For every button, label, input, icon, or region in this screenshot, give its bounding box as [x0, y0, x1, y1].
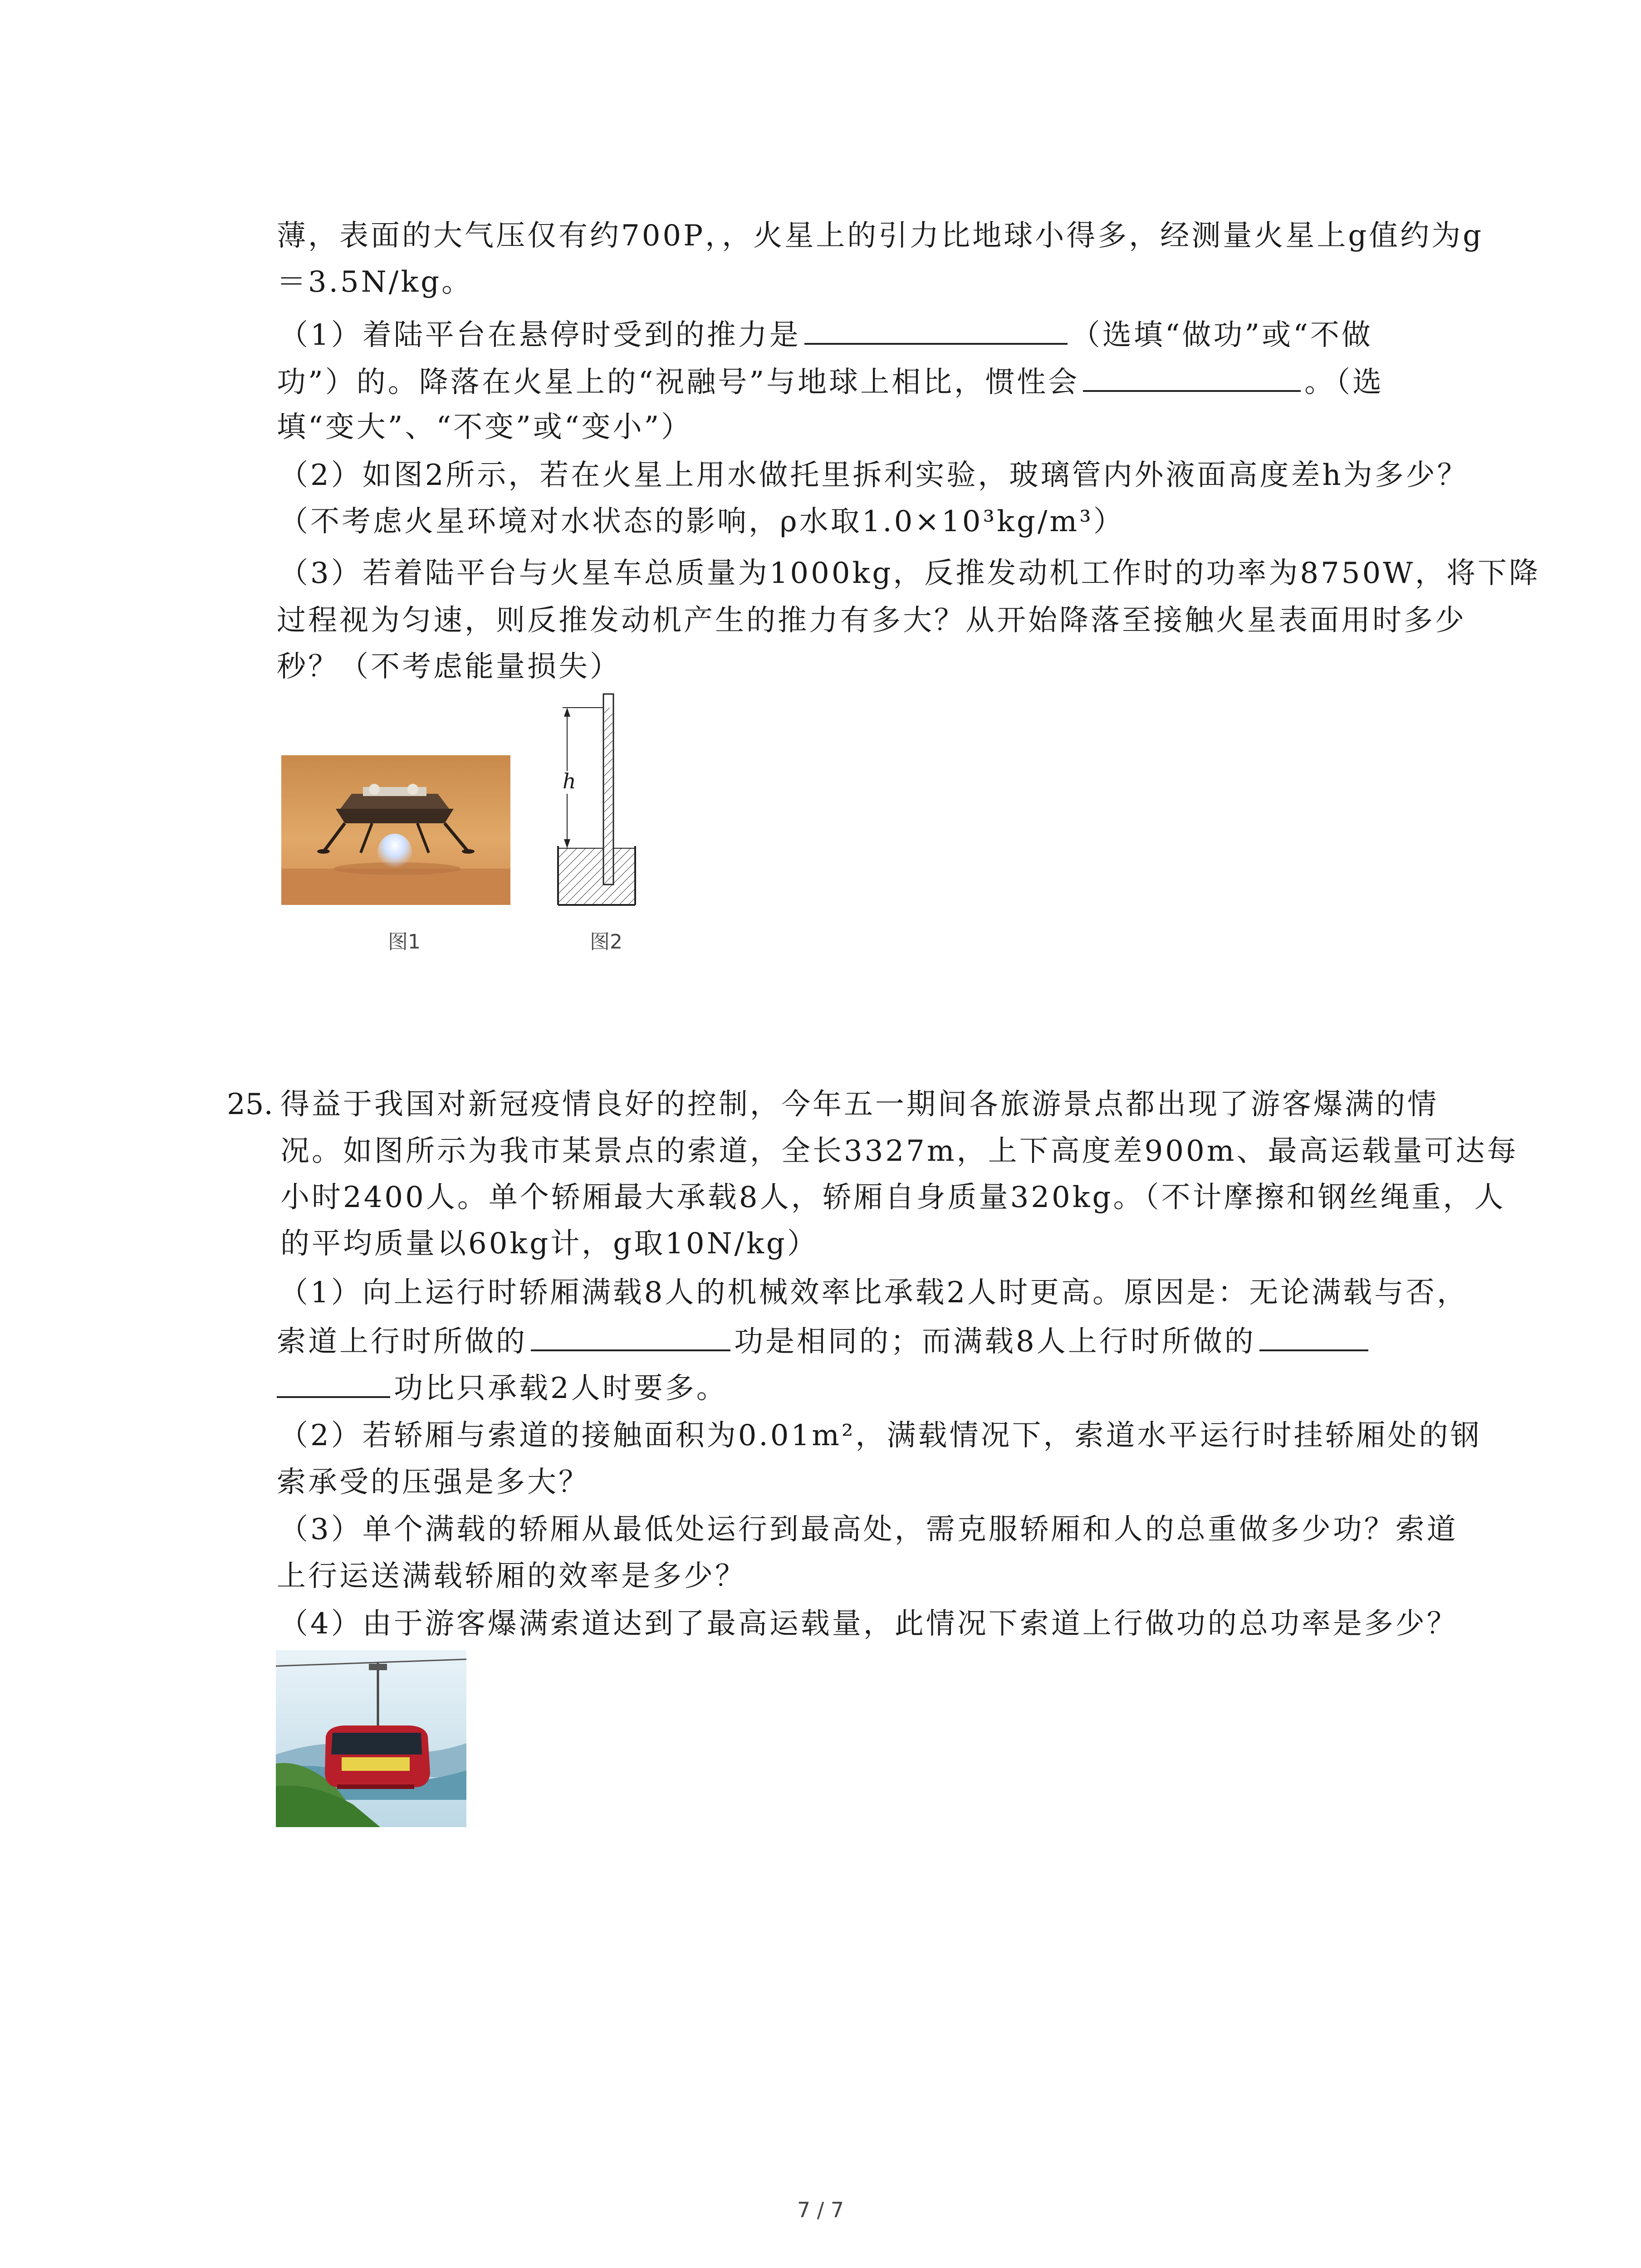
- answer-blank-3[interactable]: [531, 1318, 730, 1351]
- q25-part1-text-a: 索道上行时所做的: [277, 1325, 527, 1359]
- figure2-torricelli-diagram: [544, 692, 649, 907]
- q25-stem-line3: 小时2400人。单个轿厢最大承载8人，轿厢自身质量320kg。（不计摩擦和钢丝绳重，人: [280, 1181, 1506, 1214]
- q25-stem-line2: 况。如图所示为我市某景点的索道，全长3327m，上下高度差900m、最高运载量可达每: [280, 1134, 1519, 1168]
- q24-part3-line3: 秒？（不考虑能量损失）: [277, 650, 621, 684]
- figure1-mars-lander-image: [281, 755, 510, 905]
- figure1-caption: 图1: [388, 930, 421, 953]
- q25-part3-line1: （3）单个满载的轿厢从最低处运行到最高处，需克服轿厢和人的总重做多少功？索道: [279, 1513, 1458, 1546]
- q24-part1-line3: 填“变大”、“不变”或“变小”）: [277, 411, 693, 444]
- q24-part1-text-c: 功”）的。降落在火星上的“祝融号”与地球上相比，惯性会: [277, 366, 1080, 399]
- q24-part1-text-d: 。（选: [1304, 366, 1384, 399]
- page-number: 7 / 7: [797, 2198, 844, 2222]
- q24-part2-line1: （2）如图2所示，若在火星上用水做托里拆利实验，玻璃管内外液面高度差h为多少？: [279, 459, 1469, 492]
- q24-part1-line2: [277, 358, 1384, 405]
- figure2-h-label: h: [563, 769, 576, 793]
- q25-part3-line2: 上行运送满载轿厢的效率是多少？: [277, 1559, 746, 1593]
- q24-part1-line1: [279, 311, 1373, 358]
- q25-part2-line1: （2）若轿厢与索道的接触面积为0.01m²，满载情况下，索道水平运行时挂轿厢处的钢: [279, 1419, 1482, 1452]
- q25-part1-line1: （1）向上运行时轿厢满载8人的机械效率比承载2人时更高。原因是：无论满载与否，: [279, 1276, 1469, 1310]
- q25-stem-line1: 得益于我国对新冠疫情良好的控制，今年五一期间各旅游景点都出现了游客爆满的情: [280, 1088, 1439, 1121]
- answer-blank-1[interactable]: [804, 311, 1068, 345]
- q24-part3-line2: 过程视为匀速，则反推发动机产生的推力有多大？从开始降落至接触火星表面用时多少: [277, 604, 1466, 637]
- q24-part3-line1: （3）若着陆平台与火星车总质量为1000kg，反推发动机工作时的功率为8750W，将下降: [279, 557, 1540, 590]
- q24-intro-line2: ＝3.5N/kg。: [277, 265, 473, 299]
- answer-blank-4[interactable]: [1259, 1318, 1368, 1351]
- answer-blank-2[interactable]: [1083, 358, 1301, 392]
- q25-stem-line4: 的平均质量以60kg计，g取10N/kg）: [280, 1227, 818, 1261]
- q25-part1-text-b: 功是相同的；而满载8人上行时所做的: [734, 1325, 1256, 1359]
- q24-part1-text-b: （选填“做功”或“不做: [1071, 318, 1373, 352]
- answer-blank-4-continued[interactable]: [277, 1364, 390, 1398]
- q24-part2-line2: （不考虑火星环境对水状态的影响，ρ水取1.0×10³kg/m³）: [279, 505, 1125, 538]
- q25-number: 25.: [227, 1088, 273, 1121]
- q25-part2-line2: 索承受的压强是多大？: [277, 1466, 590, 1499]
- figure2-caption: 图2: [590, 930, 622, 953]
- q25-part1-line3: [277, 1364, 728, 1411]
- q25-part4-line1: （4）由于游客爆满索道达到了最高运载量，此情况下索道上行做功的总功率是多少？: [279, 1607, 1458, 1641]
- q25-part1-text-c: 功比只承载2人时要多。: [394, 1372, 728, 1405]
- q24-part1-text-a: （1）着陆平台在悬停时受到的推力是: [279, 318, 801, 352]
- cable-car-image: [276, 1650, 466, 1827]
- q25-part1-line2: [277, 1318, 1372, 1364]
- q24-intro-line1: 薄，表面的大气压仅有约700P，，火星上的引力比地球小得多，经测量火星上g值约为g: [277, 219, 1484, 253]
